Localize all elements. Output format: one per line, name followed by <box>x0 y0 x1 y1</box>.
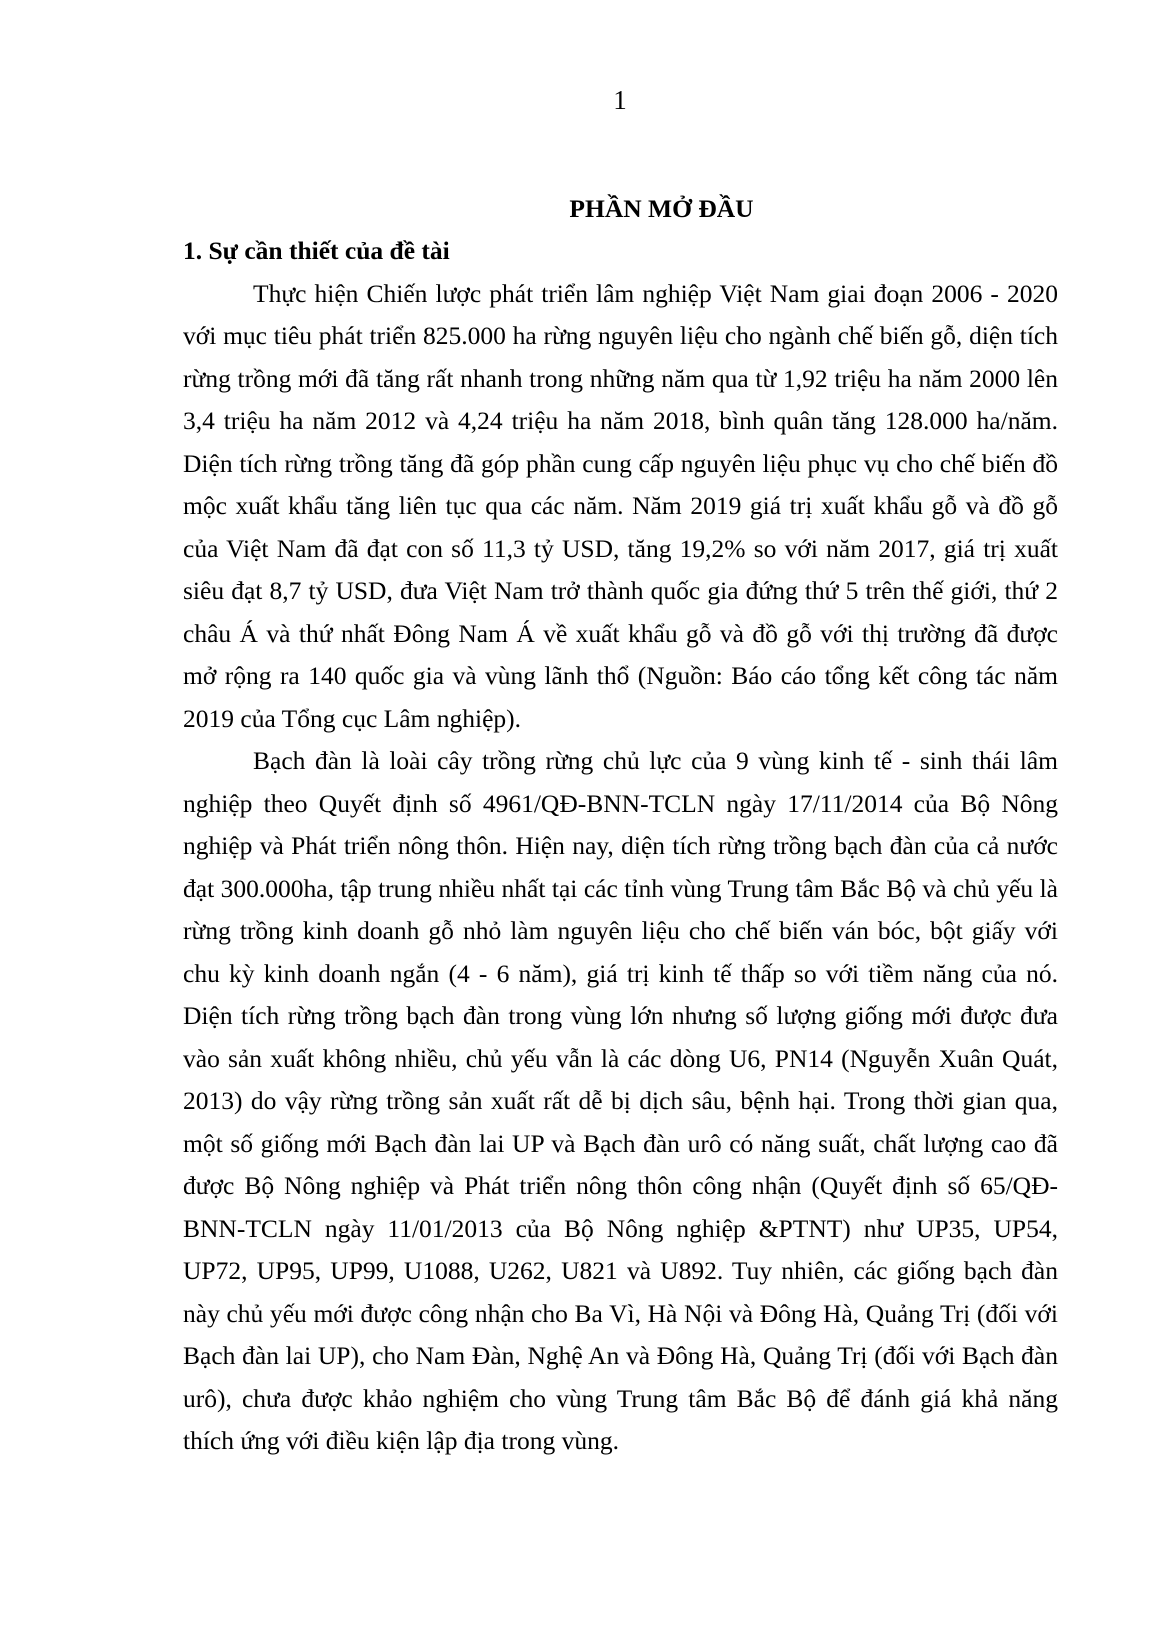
paragraph: Bạch đàn là loài cây trồng rừng chủ lực của 9 vùng kinh tế - sinh thái lâm nghiệp theo Quyết định số 4961/QĐ-BNN-TCLN ngày 17/11/2014 của Bộ Nông nghiệp và Phát triển nông thôn. Hiện nay, diện tích rừng trồng bạch đàn của cả nước đạt 300.000ha, tập trung nhiều nhất tại các tỉnh vùng Trung tâm Bắc Bộ và chủ yếu là rừng trồng kinh doanh gỗ nhỏ làm nguyên liệu cho chế biến ván bóc, bột giấy với chu kỳ kinh doanh ngắn (4 - 6 năm), giá trị kinh tế thấp so với tiềm năng của nó. Diện tích rừng trồng bạch đàn trong vùng lớn nhưng số lượng giống mới được đưa vào sản xuất không nhiều, chủ yếu vẫn là các dòng U6, PN14 (Nguyễn Xuân Quát, 2013) do vậy rừng trồng sản xuất rất dễ bị dịch sâu, bệnh hại. Trong thời gian qua, một số giống mới Bạch đàn lai UP và Bạch đàn urô có năng suất, chất lượng cao đã được Bộ Nông nghiệp và Phát triển nông thôn công nhận (Quyết định số 65/QĐ-BNN-TCLN ngày 11/01/2013 của Bộ Nông nghiệp &PTNT) như UP35, UP54, UP72, UP95, UP99, U1088, U262, U821 và U892. Tuy nhiên, các giống bạch đàn này chủ yếu mới được công nhận cho Ba Vì, Hà Nội và Đông Hà, Quảng Trị (đối với Bạch đàn lai UP), cho Nam Đàn, Nghệ An và Đông Hà, Quảng Trị (đối với Bạch đàn urô), chưa được khảo nghiệm cho vùng Trung tâm Bắc Bộ để đánh giá khả năng thích ứng với điều kiện lập địa trong vùng. <box>183 746 1058 1455</box>
paragraph: Thực hiện Chiến lược phát triển lâm nghiệp Việt Nam giai đoạn 2006 - 2020 với mục tiêu phát triển 825.000 ha rừng nguyên liệu cho ngành chế biến gỗ, diện tích rừng trồng mới đã tăng rất nhanh trong những năm qua từ 1,92 triệu ha năm 2000 lên 3,4 triệu ha năm 2012 và 4,24 triệu ha năm 2018, bình quân tăng 128.000 ha/năm. Diện tích rừng trồng tăng đã góp phần cung cấp nguyên liệu phục vụ cho chế biến đồ mộc xuất khẩu tăng liên tục qua các năm. Năm 2019 giá trị xuất khẩu gỗ và đồ gỗ của Việt Nam đã đạt con số 11,3 tỷ USD, tăng 19,2% so với năm 2017, giá trị xuất siêu đạt 8,7 tỷ USD, đưa Việt Nam trở thành quốc gia đứng thứ 5 trên thế giới, thứ 2 châu Á và thứ nhất Đông Nam Á về xuất khẩu gỗ và đồ gỗ với thị trường đã được mở rộng ra 140 quốc gia và vùng lãnh thổ (Nguồn: Báo cáo tổng kết công tác năm 2019 của Tổng cục Lâm nghiệp). <box>183 278 1058 733</box>
section-title: PHẦN MỞ ĐẦU <box>569 194 754 223</box>
subsection-title: 1. Sự cần thiết của đề tài <box>183 236 450 265</box>
page-content <box>183 188 1058 1463</box>
page-number: 1 <box>613 85 627 115</box>
